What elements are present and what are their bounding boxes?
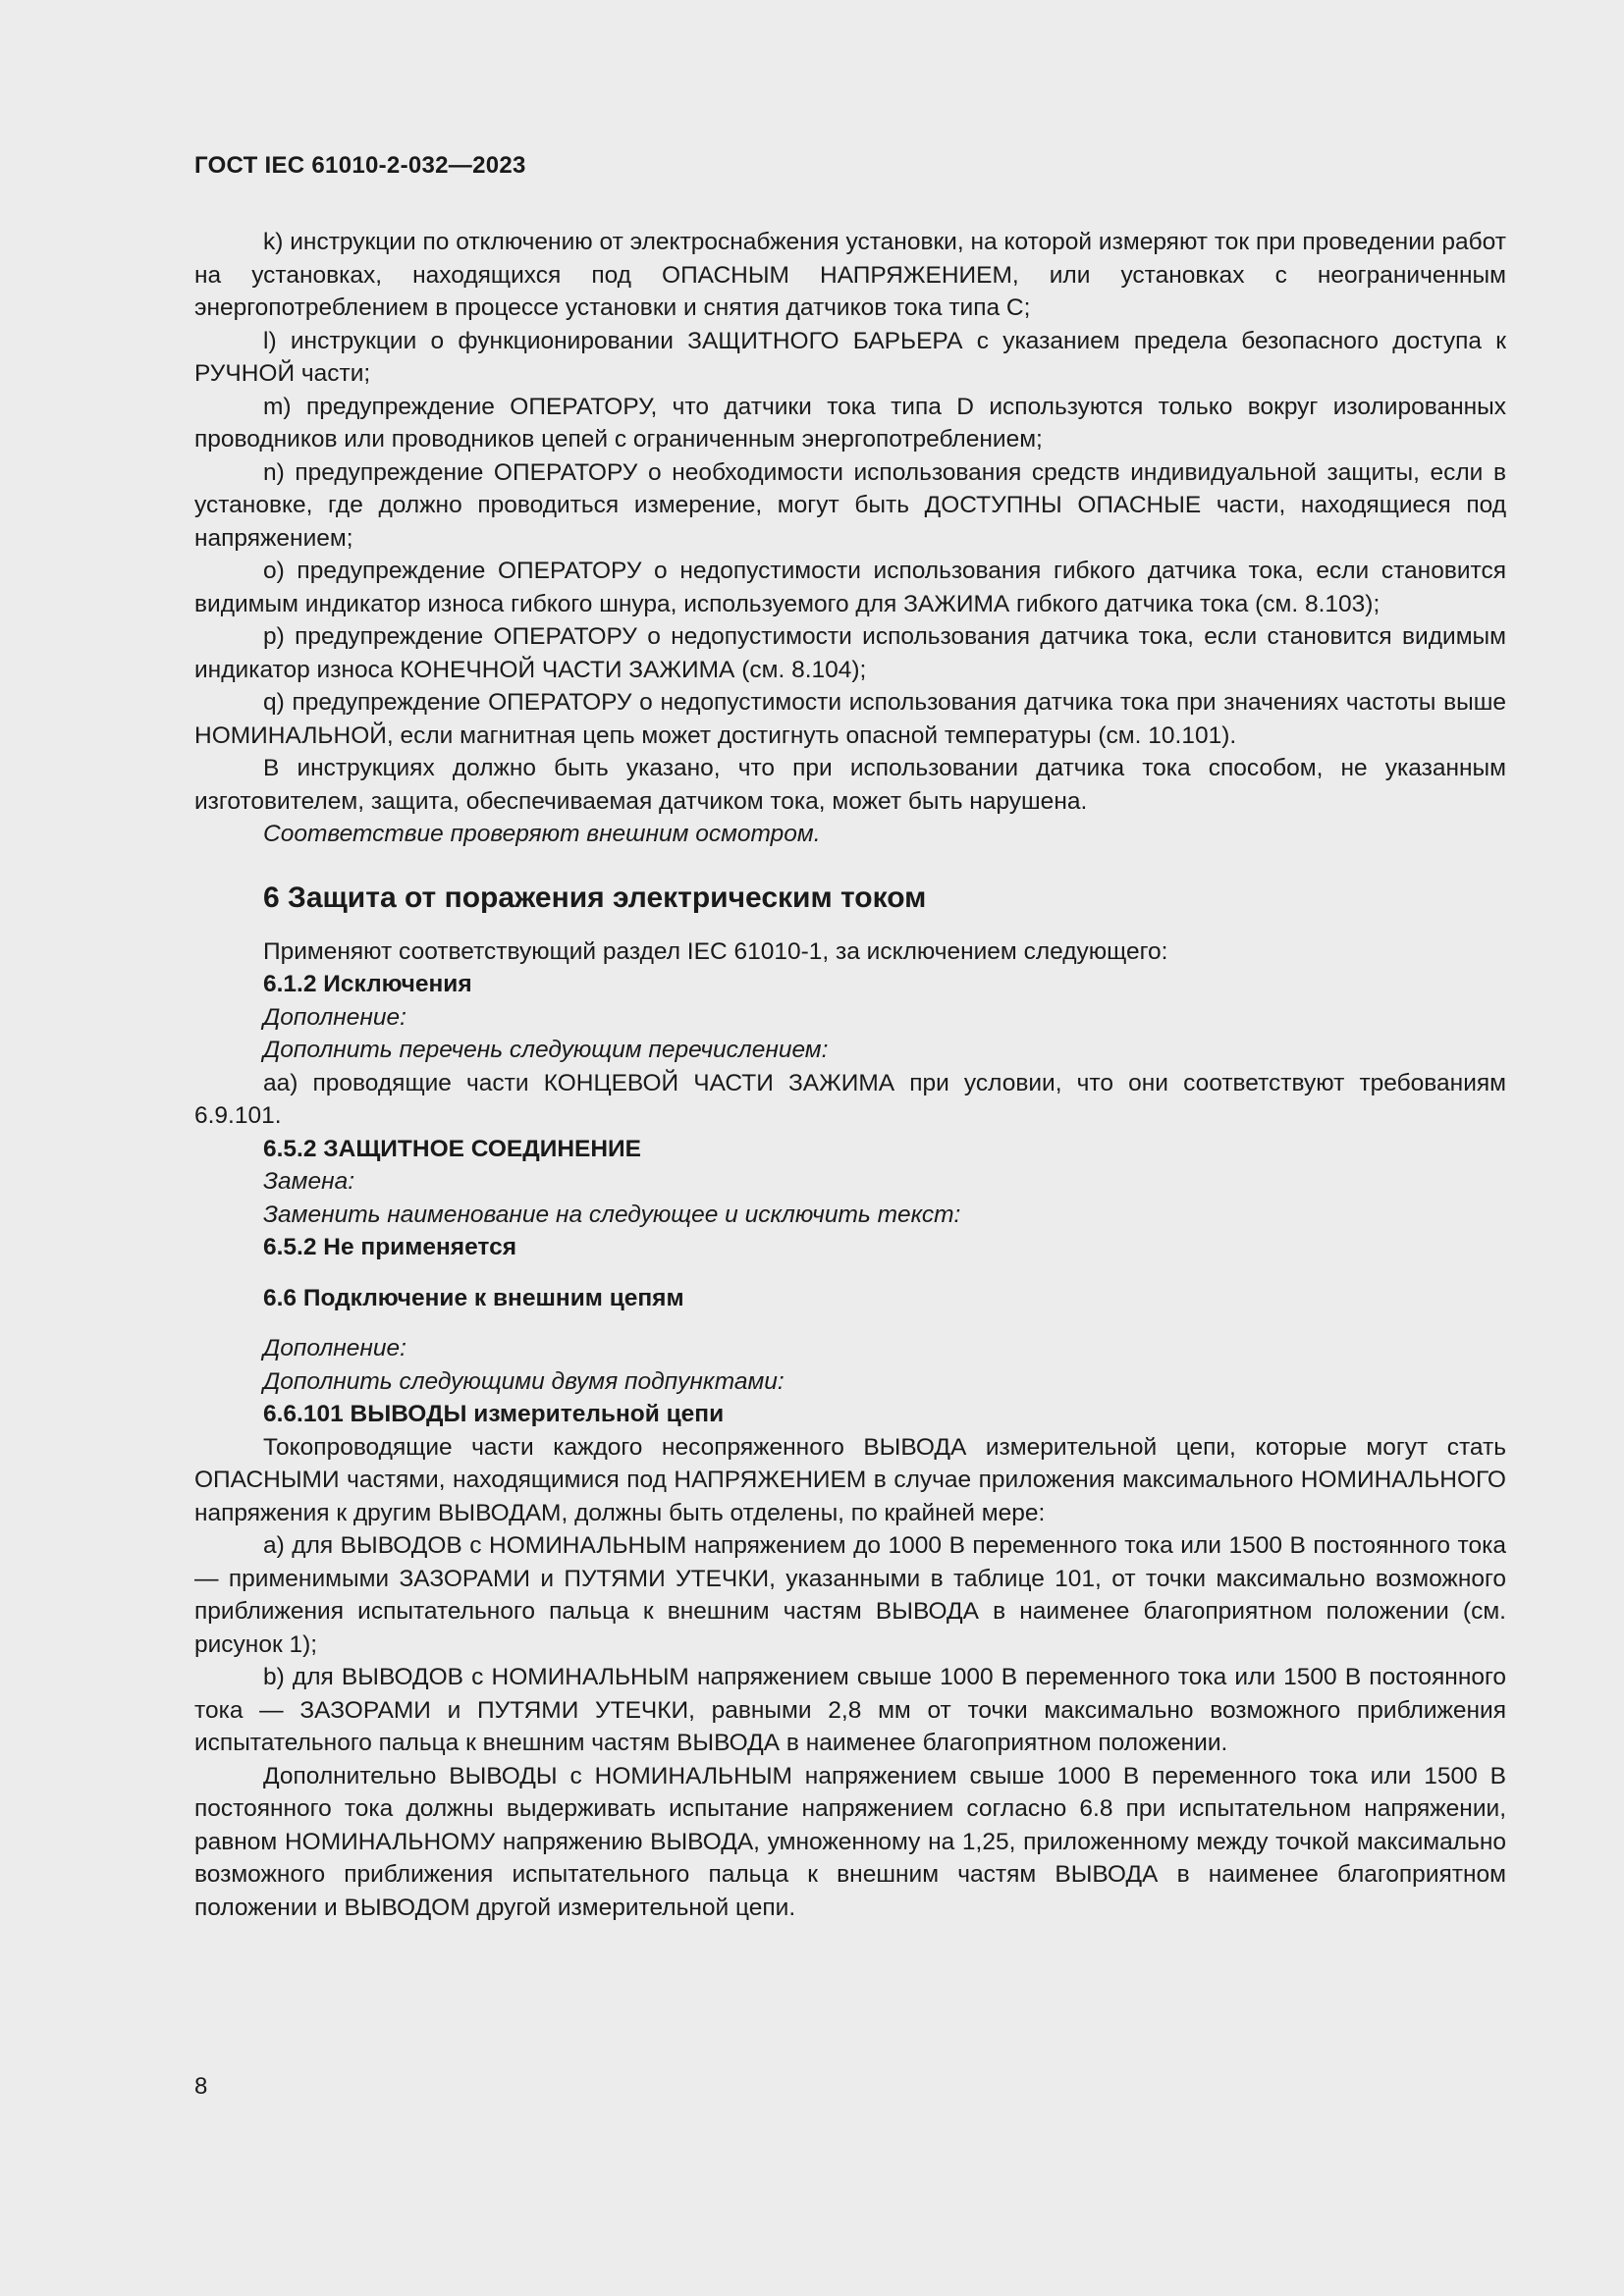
subsection-6-5-2-replacement: Замена:	[263, 1168, 354, 1195]
list-item-n: n) предупреждение ОПЕРАТОРУ о необходимости использования средств индивидуальной защиты, если в установке, где должно проводиться измерение, могут быть ДОСТУПНЫ ОПАСНЫЕ части, находящиеся под напряжением;	[194, 458, 1506, 552]
list-item-p: p) предупреждение ОПЕРАТОРУ о недопустимости использования датчика тока, если становится видимым индикатор износа КОНЕЧНОЙ ЧАСТИ ЗАЖИМА (см. 8.104);	[194, 623, 1506, 683]
section-6-intro: Применяют соответствующий раздел IEC 61010-1, за исключением следующего:	[263, 937, 1168, 965]
subsection-6-1-2-instruction: Дополнить перечень следующим перечислением:	[263, 1037, 829, 1063]
subsection-6-6-heading: 6.6 Подключение к внешним цепям	[263, 1284, 684, 1311]
subsection-6-5-2-instruction: Заменить наименование на следующее и исключить текст:	[263, 1201, 961, 1228]
document-header: ГОСТ IEC 61010-2-032—2023	[194, 152, 526, 179]
document-body	[194, 226, 1506, 1924]
subsection-6-1-2-addition: Дополнение:	[263, 1003, 406, 1031]
list-item-q: q) предупреждение ОПЕРАТОРУ о недопустимости использования датчика тока при значениях частоты выше НОМИНАЛЬНОЙ, если магнитная цепь может достигнуть опасной температуры (см. 10.101).	[194, 689, 1506, 749]
subsection-6-6-addition: Дополнение:	[263, 1335, 406, 1362]
list-item-a: a) для ВЫВОДОВ с НОМИНАЛЬНЫМ напряжением до 1000 В переменного тока или 1500 В постоянного тока — применимыми ЗАЗОРАМИ и ПУТЯМИ УТЕЧКИ, указанными в таблице 101, от точки максимально возможного приближения испытательного пальца к внешним частям ВЫВОДА в наименее благоприятном положении (см. рисунок 1);	[194, 1532, 1506, 1658]
subsection-6-6-instruction: Дополнить следующими двумя подпунктами:	[263, 1367, 785, 1395]
compliance-note: Соответствие проверяют внешним осмотром.	[263, 821, 821, 847]
subsection-6-1-2-heading: 6.1.2 Исключения	[263, 971, 472, 997]
instructions-note: В инструкциях должно быть указано, что при использовании датчика тока способом, не указанным изготовителем, защита, обеспечиваемая датчиком тока, может быть нарушена.	[194, 755, 1506, 815]
list-item-k: k) инструкции по отключению от электроснабжения установки, на которой измеряют ток при проведении работ на установках, находящихся под ОПАСНЫМ НАПРЯЖЕНИЕМ, или установках с неограниченным энергопотреблением в процессе установки и снятия датчиков тока типа C;	[194, 229, 1506, 321]
subsection-6-6-101-additional: Дополнительно ВЫВОДЫ с НОМИНАЛЬНЫМ напряжением свыше 1000 В переменного тока или 1500 В постоянного тока должны выдерживать испытание напряжением согласно 6.8 при испытательном напряжении, равном НОМИНАЛЬНОМУ напряжению ВЫВОДА, умноженному на 1,25, приложенному между точкой максимально возможного приближения испытательного пальца к внешним частям ВЫВОДА в наименее благоприятном положении и ВЫВОДОМ другой измерительной цепи.	[194, 1762, 1506, 1921]
subsection-6-6-101-heading: 6.6.101 ВЫВОДЫ измерительной цепи	[263, 1401, 725, 1427]
subsection-6-5-2-heading: 6.5.2 ЗАЩИТНОЕ СОЕДИНЕНИЕ	[263, 1135, 642, 1162]
subsection-6-6-101-body: Токопроводящие части каждого несопряженного ВЫВОДА измерительной цепи, которые могут стать ОПАСНЫМИ частями, находящимися под НАПРЯЖЕНИЕМ в случае приложения максимального НОМИНАЛЬНОГО напряжения к другим ВЫВОДАМ, должны быть отделены, по крайней мере:	[194, 1433, 1506, 1526]
page-number: 8	[194, 2073, 208, 2100]
list-item-l: l) инструкции о функционировании ЗАЩИТНОГО БАРЬЕРА с указанием предела безопасного доступа к РУЧНОЙ части;	[194, 327, 1506, 387]
section-6-heading: 6 Защита от поражения электрическим током	[263, 881, 927, 914]
subsection-6-5-2-new-heading: 6.5.2 Не применяется	[263, 1234, 516, 1260]
list-item-o: o) предупреждение ОПЕРАТОРУ о недопустимости использования гибкого датчика тока, если становится видимым индикатор износа гибкого шнура, используемого для ЗАЖИМА гибкого датчика тока (см. 8.103);	[194, 558, 1506, 617]
list-item-b: b) для ВЫВОДОВ с НОМИНАЛЬНЫМ напряжением свыше 1000 В переменного тока или 1500 В постоянного тока — ЗАЗОРАМИ и ПУТЯМИ УТЕЧКИ, равными 2,8 мм от точки максимально возможного приближения испытательного пальца к внешним частям ВЫВОДА в наименее благоприятном положении.	[194, 1664, 1506, 1756]
list-item-aa: aa) проводящие части КОНЦЕВОЙ ЧАСТИ ЗАЖИМА при условии, что они соответствуют требованиям 6.9.101.	[194, 1069, 1506, 1129]
list-item-m: m) предупреждение ОПЕРАТОРУ, что датчики тока типа D используются только вокруг изолированных проводников или проводников цепей с ограниченным энергопотреблением;	[194, 393, 1506, 453]
